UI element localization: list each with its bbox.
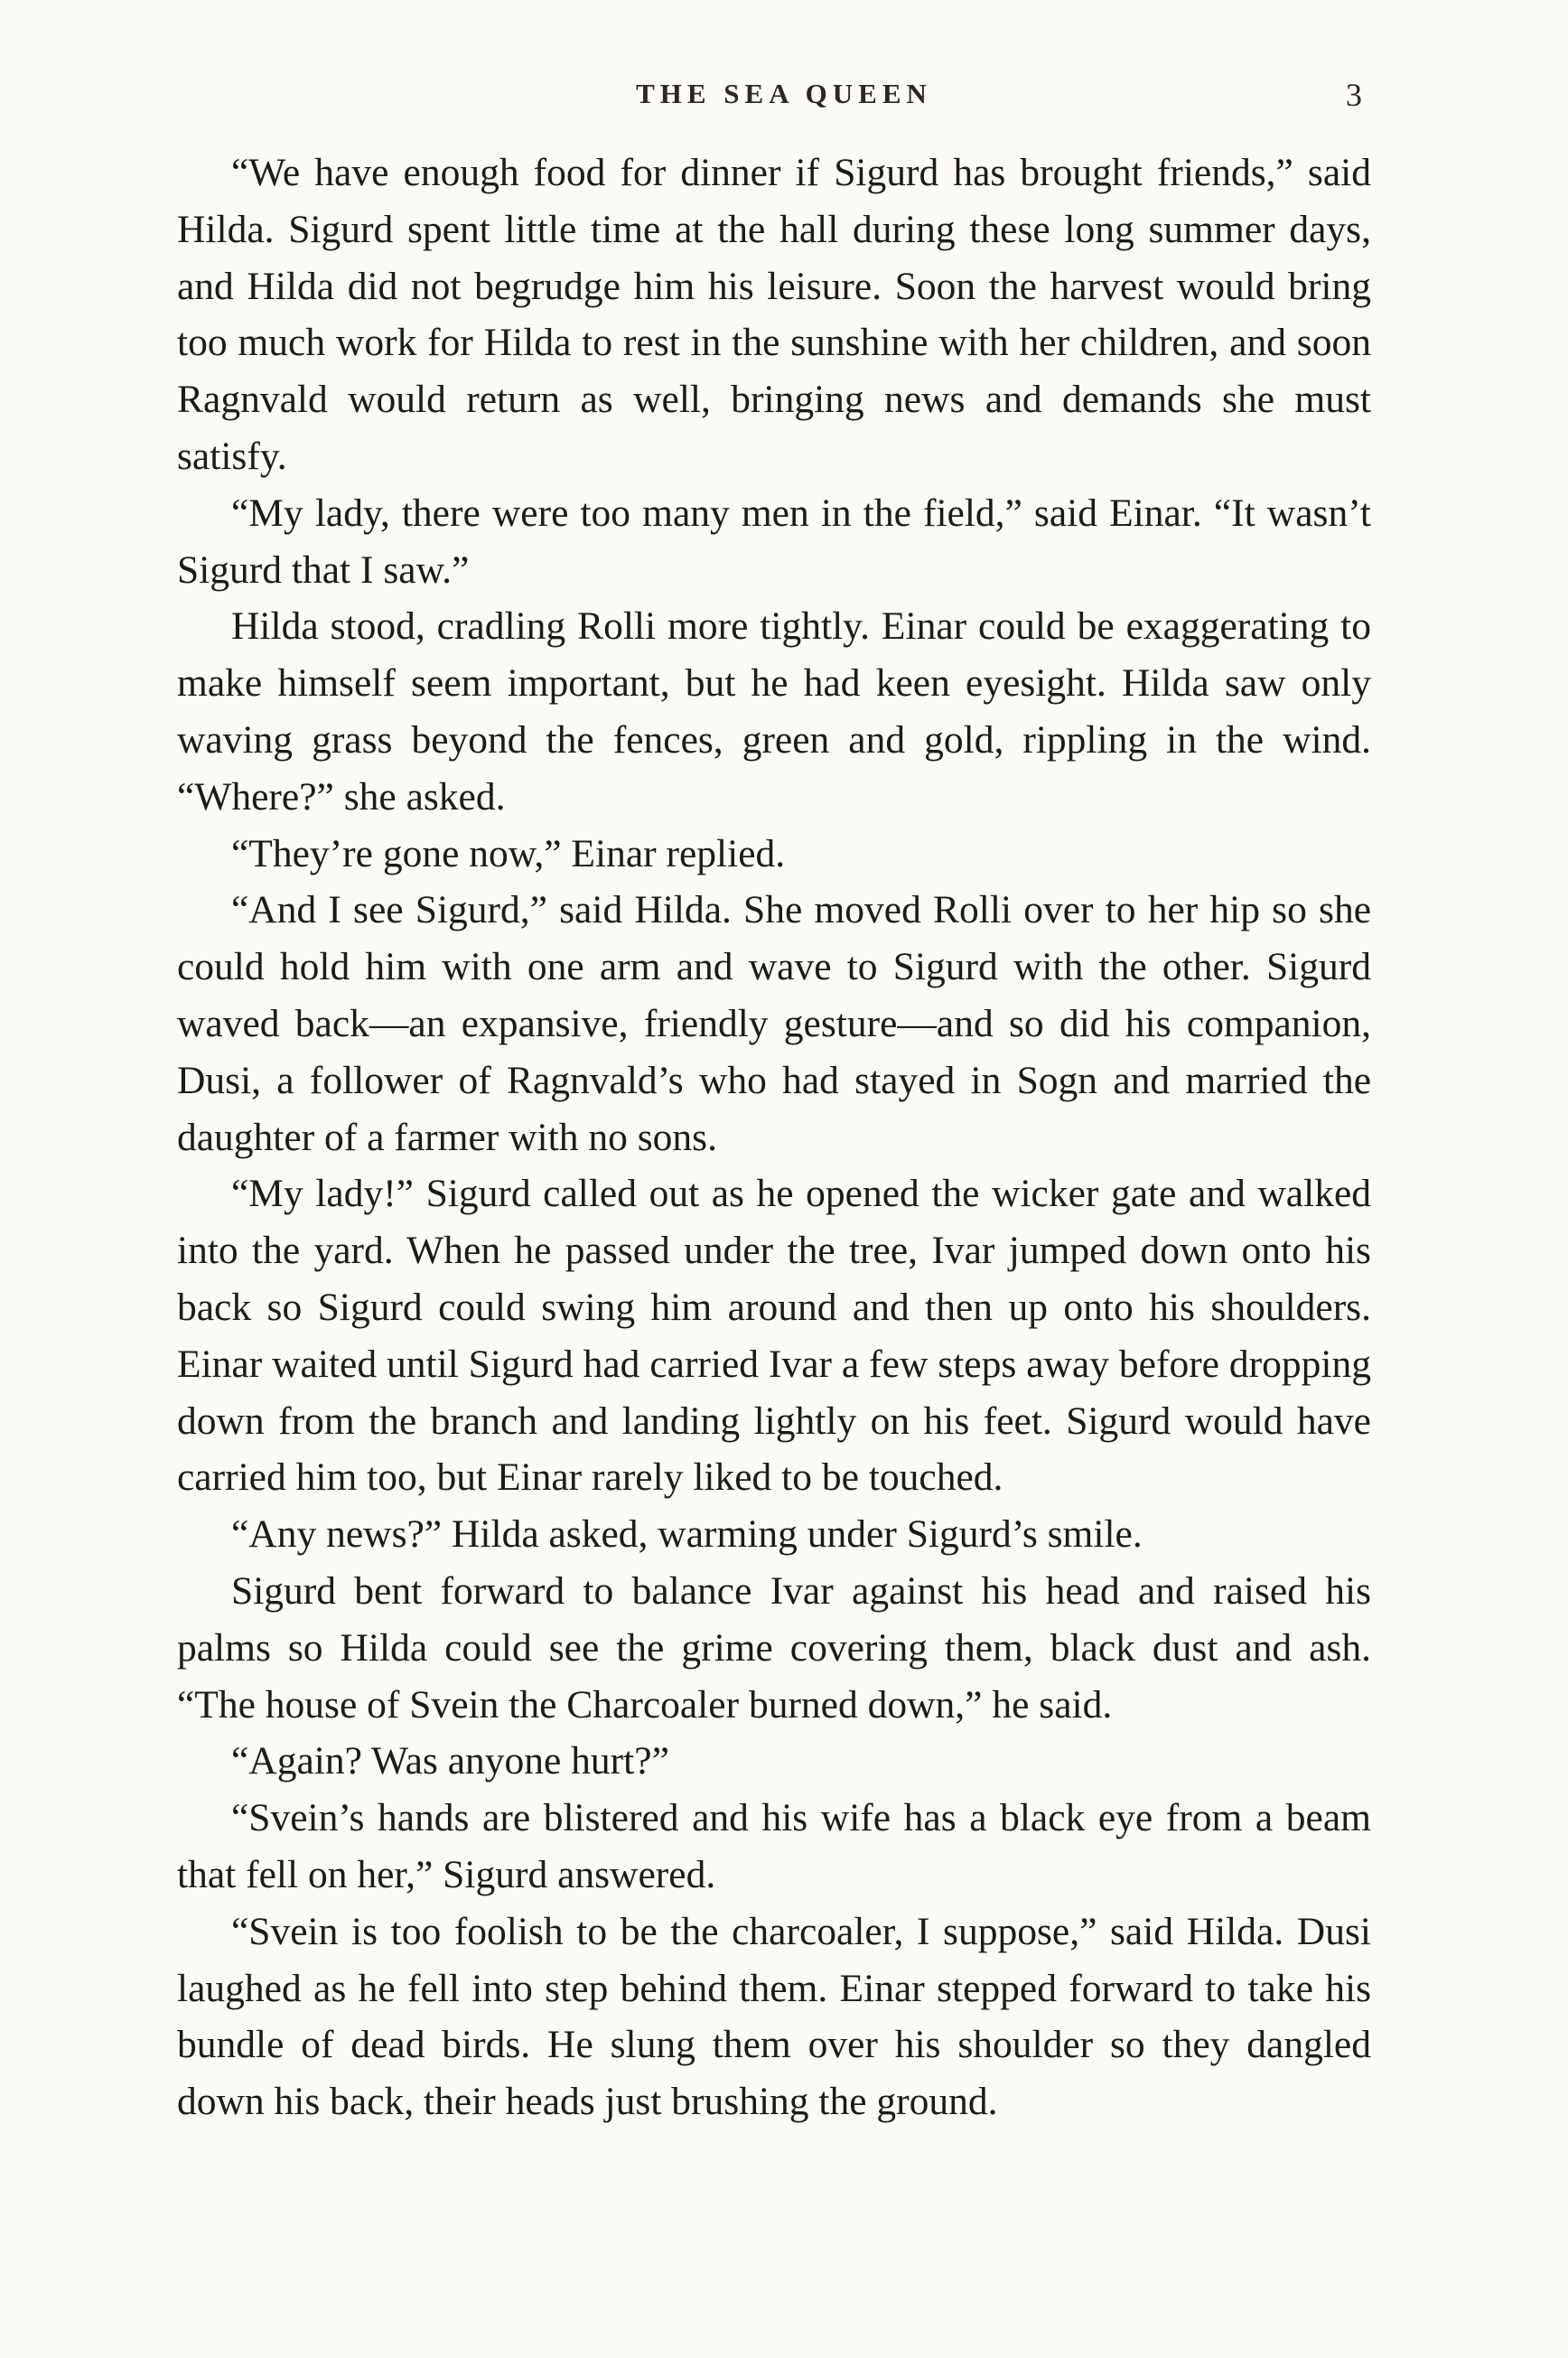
paragraph: “Again? Was anyone hurt?” [231, 1739, 669, 1783]
paragraph: “We have enough food for dinner if Sigurd has brought friends,” said Hilda. Sigurd spent little time at the hall during these long summer days, and Hilda did not begrudge him his leisure. Soon the harvest would bring too much work for Hilda to rest in the sunshine with her children, and soon Ragnvald would return as well, bringing news and demands she must satisfy. [177, 151, 1371, 478]
paragraph: “They’re gone now,” Einar replied. [231, 831, 786, 875]
body-text [177, 145, 1371, 2130]
paragraph: “Svein is too foolish to be the charcoaler, I suppose,” said Hilda. Dusi laughed as he fell into step behind them. Einar stepped forward to take his bundle of dead birds. He slung them over his shoulder so they dangled down his back, their heads just brushing the ground. [177, 1909, 1371, 2124]
paragraph: “Svein’s hands are blistered and his wife has a black eye from a beam that fell on her,” Sigurd answered. [177, 1796, 1371, 1896]
paragraph: Sigurd bent forward to balance Ivar against his head and raised his palms so Hilda could see the grime covering them, black dust and ash. “The house of Svein the Charcoaler burned down,” he said. [177, 1568, 1371, 1726]
page-number: 3 [1346, 77, 1362, 113]
paragraph: “And I see Sigurd,” said Hilda. She moved Rolli over to her hip so she could hold him with one arm and wave to Sigurd with the other. Sigurd waved back—an expansive, friendly gesture—and so did his companion, Dusi, a follower of Ragnvald’s who had stayed in Sogn and married the daughter of a farmer with no sons. [177, 888, 1371, 1159]
paragraph: “My lady, there were too many men in the field,” said Einar. “It wasn’t Sigurd that I saw.” [177, 491, 1371, 592]
paragraph: “My lady!” Sigurd called out as he opened the wicker gate and walked into the yard. When he passed under the tree, Ivar jumped down onto his back so Sigurd could swing him around and then up onto his shoulders. Einar waited until Sigurd had carried Ivar a few steps away before dropping down from the branch and landing lightly on his feet. Sigurd would have carried him too, but Einar rarely liked to be touched. [177, 1172, 1371, 1500]
paragraph: Hilda stood, cradling Rolli more tightly. Einar could be exaggerating to make himself seem important, but he had keen eyesight. Hilda saw only waving grass beyond the fences, green and gold, rippling in the wind. “Where?” she asked. [177, 604, 1371, 819]
running-head-title: THE SEA QUEEN [636, 78, 932, 109]
paragraph: “Any news?” Hilda asked, warming under Sigurd’s smile. [231, 1512, 1143, 1557]
